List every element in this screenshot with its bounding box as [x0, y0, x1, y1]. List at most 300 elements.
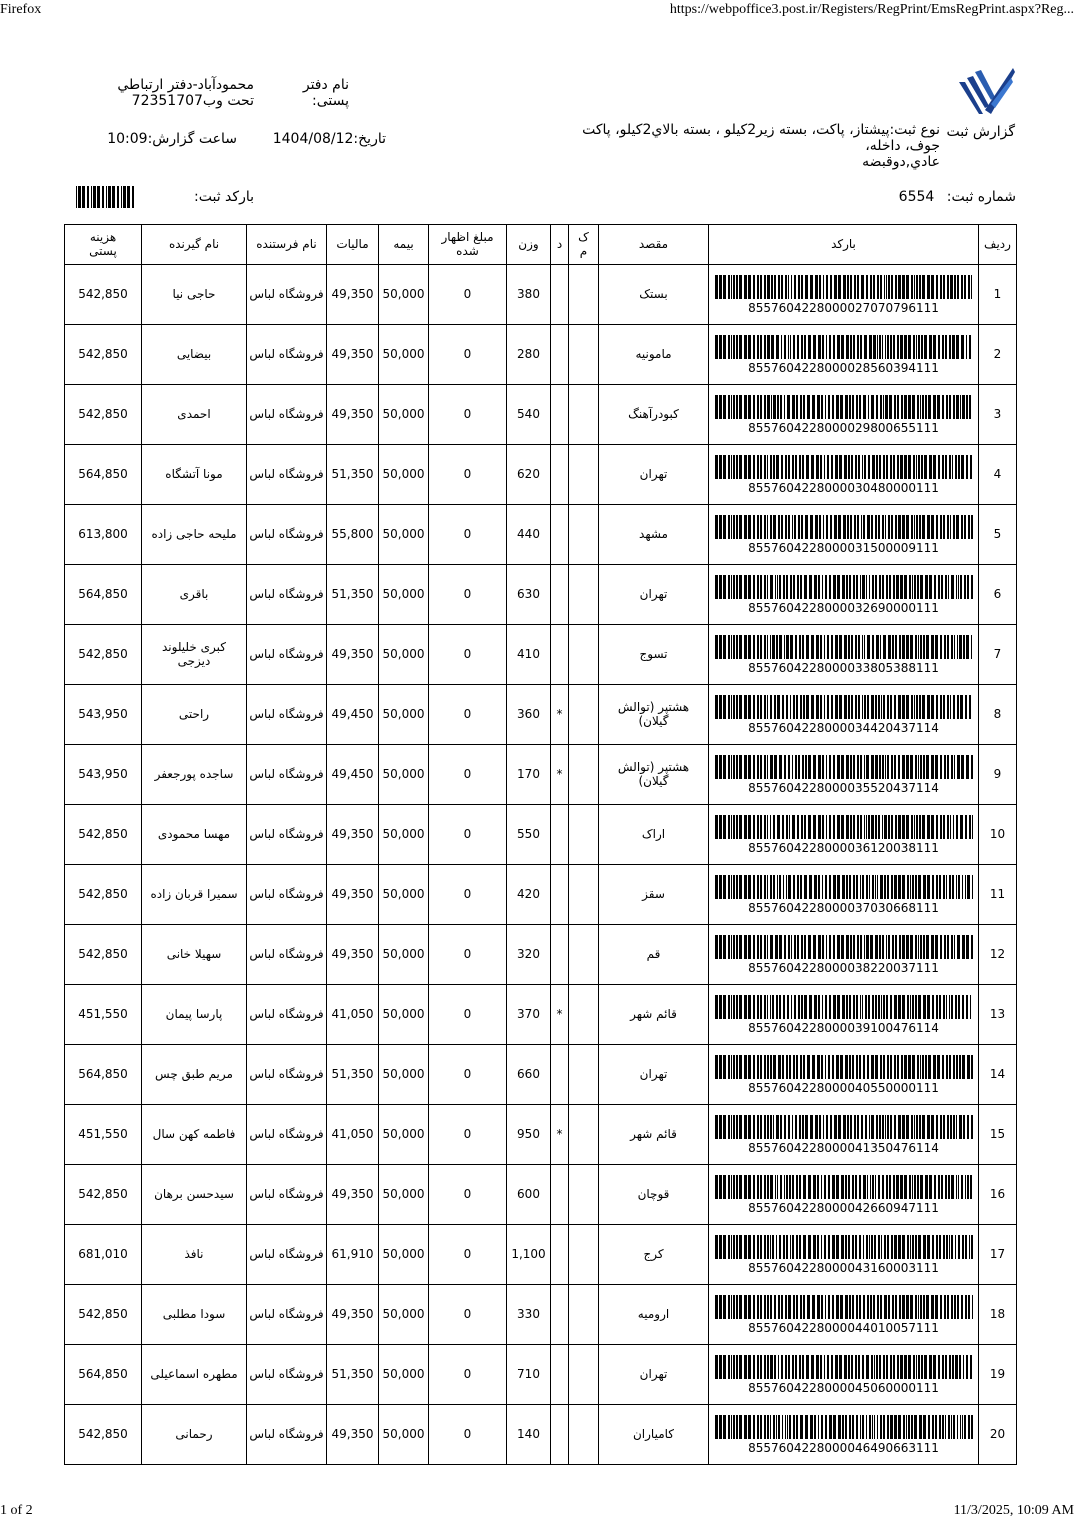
cell-cost: 542,850 [65, 925, 142, 985]
cell-km [569, 865, 599, 925]
cell-barcode [709, 745, 979, 805]
header-declared [429, 225, 507, 265]
cell-declared: 0 [429, 805, 507, 865]
barcode-icon [715, 935, 973, 959]
cell-weight: 320 [507, 925, 551, 985]
cell-barcode [709, 625, 979, 685]
cell-recipient: رحمانی [142, 1405, 247, 1465]
cell-recipient: ساجده پورجعفر [142, 745, 247, 805]
barcode-number: 8557604228000035520437114 [748, 781, 939, 796]
cell-sender: فروشگاه لباس [247, 865, 327, 925]
cell-row-number: 15 [979, 1105, 1017, 1165]
cell-destination: قائم شهر [599, 1105, 709, 1165]
cell-d [551, 325, 569, 385]
cell-barcode [709, 505, 979, 565]
cell-km [569, 1105, 599, 1165]
cell-row-number: 6 [979, 565, 1017, 625]
cell-insurance: 50,000 [379, 565, 429, 625]
cell-tax: 49,350 [327, 1285, 379, 1345]
cell-row-number: 13 [979, 985, 1017, 1045]
report-time [107, 131, 237, 147]
table-row [65, 925, 1017, 985]
header-cost [65, 225, 142, 265]
cell-insurance: 50,000 [379, 685, 429, 745]
cell-insurance: 50,000 [379, 1045, 429, 1105]
barcode-icon [715, 1295, 973, 1319]
barcode-number: 8557604228000044010057111 [748, 1321, 939, 1336]
cell-cost: 564,850 [65, 445, 142, 505]
register-barcode-icon [76, 186, 134, 208]
cell-destination: کامیاران [599, 1405, 709, 1465]
cell-d [551, 1165, 569, 1225]
cell-destination: سقز [599, 865, 709, 925]
cell-cost: 543,950 [65, 745, 142, 805]
cell-tax: 49,350 [327, 1165, 379, 1225]
cell-declared: 0 [429, 265, 507, 325]
header-km-line1: ک [578, 230, 589, 245]
cell-weight: 360 [507, 685, 551, 745]
header-recipient: نام گیرنده [142, 225, 247, 265]
header-row-number: ردیف [979, 225, 1017, 265]
cell-cost: 542,850 [65, 1405, 142, 1465]
cell-sender: فروشگاه لباس [247, 1345, 327, 1405]
cell-sender: فروشگاه لباس [247, 925, 327, 985]
cell-km [569, 385, 599, 445]
cell-insurance: 50,000 [379, 445, 429, 505]
cell-destination: قائم شهر [599, 985, 709, 1045]
cell-d [551, 265, 569, 325]
header-destination: مقصد [599, 225, 709, 265]
cell-weight: 370 [507, 985, 551, 1045]
cell-row-number: 1 [979, 265, 1017, 325]
cell-recipient: مهسا محمودی [142, 805, 247, 865]
page-url: https://webpoffice3.post.ir/Registers/RegPrint/EmsRegPrint.aspx?Reg... [669, 2, 1074, 17]
cell-tax: 51,350 [327, 565, 379, 625]
register-number-label: شماره ثبت: [946, 189, 1016, 205]
register-number-value: 6554 [898, 189, 935, 205]
cell-declared: 0 [429, 745, 507, 805]
barcode-icon [715, 275, 973, 299]
cell-insurance: 50,000 [379, 1345, 429, 1405]
cell-sender: فروشگاه لباس [247, 985, 327, 1045]
cell-tax: 49,350 [327, 805, 379, 865]
cell-insurance: 50,000 [379, 1285, 429, 1345]
cell-recipient: بیضایی [142, 325, 247, 385]
cell-barcode [709, 685, 979, 745]
cell-row-number: 4 [979, 445, 1017, 505]
barcode-icon [715, 1355, 973, 1379]
cell-weight: 600 [507, 1165, 551, 1225]
cell-tax: 49,350 [327, 385, 379, 445]
cell-destination: کبودرآهنگ [599, 385, 709, 445]
header-declared-line2: شده [456, 243, 479, 258]
cell-recipient: پارسا پیمان [142, 985, 247, 1045]
cell-tax: 51,350 [327, 1045, 379, 1105]
time-value: 10:09 [107, 131, 148, 147]
cell-km [569, 625, 599, 685]
cell-row-number: 7 [979, 625, 1017, 685]
header-km [569, 225, 599, 265]
cell-destination: تسوج [599, 625, 709, 685]
cell-barcode [709, 265, 979, 325]
cell-destination: مشهد [599, 505, 709, 565]
barcode-number: 8557604228000041350476114 [748, 1141, 939, 1156]
cell-destination: تهران [599, 1045, 709, 1105]
cell-declared: 0 [429, 1285, 507, 1345]
table-body [65, 265, 1017, 1465]
cell-recipient: ملیحه حاجی زاده [142, 505, 247, 565]
register-type-label: نوع ثبت: [889, 122, 940, 138]
cell-weight: 410 [507, 625, 551, 685]
cell-d [551, 505, 569, 565]
cell-declared: 0 [429, 1405, 507, 1465]
cell-sender: فروشگاه لباس [247, 1045, 327, 1105]
cell-row-number: 18 [979, 1285, 1017, 1345]
cell-barcode [709, 985, 979, 1045]
table-row [65, 445, 1017, 505]
cell-row-number: 10 [979, 805, 1017, 865]
cell-declared: 0 [429, 1045, 507, 1105]
barcode-number: 8557604228000046490663111 [748, 1441, 939, 1456]
register-number [899, 189, 1016, 205]
cell-declared: 0 [429, 985, 507, 1045]
barcode-icon [715, 755, 973, 779]
cell-recipient: راحتی [142, 685, 247, 745]
cell-destination: تهران [599, 565, 709, 625]
cell-tax: 49,350 [327, 865, 379, 925]
barcode-number: 8557604228000042660947111 [748, 1201, 939, 1216]
cell-weight: 380 [507, 265, 551, 325]
cell-weight: 620 [507, 445, 551, 505]
cell-km [569, 1045, 599, 1105]
cell-insurance: 50,000 [379, 985, 429, 1045]
barcode-number: 8557604228000028560394111 [748, 361, 939, 376]
cell-km [569, 265, 599, 325]
barcode-icon [715, 635, 973, 659]
cell-declared: 0 [429, 445, 507, 505]
cell-barcode [709, 1045, 979, 1105]
barcode-number: 8557604228000033805388111 [748, 661, 939, 676]
barcode-icon [715, 1235, 973, 1259]
cell-weight: 660 [507, 1045, 551, 1105]
header-cost-line1: هزینه [89, 230, 117, 245]
cell-insurance: 50,000 [379, 925, 429, 985]
office-name-line1: محمودآباد-دفتر ارتباطي [117, 77, 254, 93]
cell-sender: فروشگاه لباس [247, 445, 327, 505]
cell-cost: 564,850 [65, 565, 142, 625]
cell-cost: 542,850 [65, 625, 142, 685]
header-insurance: بیمه [379, 225, 429, 265]
cell-recipient: مطهره اسماعیلی [142, 1345, 247, 1405]
cell-sender: فروشگاه لباس [247, 565, 327, 625]
cell-destination: هشتپر (توالش گیلان) [599, 745, 709, 805]
table-row [65, 985, 1017, 1045]
cell-destination: قوچان [599, 1165, 709, 1225]
cell-weight: 630 [507, 565, 551, 625]
barcode-icon [715, 455, 973, 479]
cell-cost: 564,850 [65, 1045, 142, 1105]
table-row [65, 505, 1017, 565]
date-label: تاریخ: [353, 131, 386, 147]
date-value: 1404/08/12 [272, 131, 354, 147]
cell-sender: فروشگاه لباس [247, 1285, 327, 1345]
cell-sender: فروشگاه لباس [247, 325, 327, 385]
cell-row-number: 20 [979, 1405, 1017, 1465]
cell-barcode [709, 1345, 979, 1405]
cell-recipient: باقری [142, 565, 247, 625]
cell-insurance: 50,000 [379, 385, 429, 445]
cell-cost: 613,800 [65, 505, 142, 565]
cell-d [551, 865, 569, 925]
cell-d [551, 1045, 569, 1105]
cell-barcode [709, 925, 979, 985]
cell-insurance: 50,000 [379, 505, 429, 565]
cell-row-number: 19 [979, 1345, 1017, 1405]
cell-weight: 710 [507, 1345, 551, 1405]
cell-sender: فروشگاه لباس [247, 1405, 327, 1465]
cell-tax: 51,350 [327, 1345, 379, 1405]
cell-weight: 950 [507, 1105, 551, 1165]
barcode-number: 8557604228000036120038111 [748, 841, 939, 856]
cell-sender: فروشگاه لباس [247, 265, 327, 325]
table-row [65, 1405, 1017, 1465]
barcode-number: 8557604228000038220037111 [748, 961, 939, 976]
cell-insurance: 50,000 [379, 865, 429, 925]
register-type [580, 122, 940, 170]
cell-barcode [709, 805, 979, 865]
table-row [65, 1345, 1017, 1405]
cell-tax: 49,350 [327, 925, 379, 985]
cell-cost: 543,950 [65, 685, 142, 745]
cell-recipient: نافذ [142, 1225, 247, 1285]
cell-sender: فروشگاه لباس [247, 385, 327, 445]
cell-row-number: 12 [979, 925, 1017, 985]
cell-d [551, 385, 569, 445]
cell-km [569, 325, 599, 385]
barcode-number: 8557604228000029800655111 [748, 421, 939, 436]
cell-row-number: 8 [979, 685, 1017, 745]
cell-sender: فروشگاه لباس [247, 745, 327, 805]
cell-weight: 440 [507, 505, 551, 565]
cell-insurance: 50,000 [379, 805, 429, 865]
cell-cost: 564,850 [65, 1345, 142, 1405]
cell-km [569, 1225, 599, 1285]
cell-d [551, 445, 569, 505]
cell-km [569, 1285, 599, 1345]
cell-sender: فروشگاه لباس [247, 1225, 327, 1285]
cell-row-number: 17 [979, 1225, 1017, 1285]
cell-row-number: 11 [979, 865, 1017, 925]
register-table [64, 224, 1017, 1465]
cell-cost: 542,850 [65, 1285, 142, 1345]
barcode-icon [715, 335, 973, 359]
barcode-number: 8557604228000031500009111 [748, 541, 939, 556]
cell-recipient: سهیلا خانی [142, 925, 247, 985]
cell-declared: 0 [429, 565, 507, 625]
cell-barcode [709, 1405, 979, 1465]
cell-weight: 140 [507, 1405, 551, 1465]
cell-km [569, 1405, 599, 1465]
cell-km [569, 445, 599, 505]
cell-insurance: 50,000 [379, 625, 429, 685]
cell-cost: 542,850 [65, 325, 142, 385]
table-row [65, 385, 1017, 445]
cell-destination: کرج [599, 1225, 709, 1285]
cell-tax: 49,350 [327, 265, 379, 325]
cell-cost: 451,550 [65, 1105, 142, 1165]
page-indicator: 1 of 2 [0, 1503, 33, 1518]
cell-declared: 0 [429, 925, 507, 985]
cell-weight: 540 [507, 385, 551, 445]
cell-insurance: 50,000 [379, 325, 429, 385]
cell-cost: 542,850 [65, 805, 142, 865]
cell-insurance: 50,000 [379, 265, 429, 325]
cell-recipient: مریم طبق چس [142, 1045, 247, 1105]
cell-recipient: مونا آتشگاه [142, 445, 247, 505]
register-barcode-label: بارکد ثبت: [194, 189, 254, 205]
cell-tax: 41,050 [327, 1105, 379, 1165]
cell-weight: 330 [507, 1285, 551, 1345]
table-row [65, 1045, 1017, 1105]
register-type-line2: عادي,دوقبضه [862, 154, 940, 171]
cell-destination: ارومیه [599, 1285, 709, 1345]
cell-row-number: 2 [979, 325, 1017, 385]
office-label [303, 77, 349, 109]
table-row [65, 745, 1017, 805]
barcode-icon [715, 1055, 973, 1079]
office-label-line2: پستی: [312, 93, 349, 110]
cell-declared: 0 [429, 1165, 507, 1225]
cell-destination: هشتپر (توالش گیلان) [599, 685, 709, 745]
barcode-icon [715, 1115, 973, 1139]
cell-d [551, 1345, 569, 1405]
office-label-line1: نام دفتر [302, 77, 349, 93]
print-datetime: 11/3/2025, 10:09 AM [953, 1503, 1074, 1518]
cell-d: * [551, 745, 569, 805]
barcode-icon [715, 995, 973, 1019]
header-weight: وزن [507, 225, 551, 265]
cell-tax: 49,350 [327, 625, 379, 685]
cell-recipient: کبری خلیلوند دیزجی [142, 625, 247, 685]
cell-declared: 0 [429, 865, 507, 925]
cell-weight: 280 [507, 325, 551, 385]
table-row [65, 265, 1017, 325]
cell-barcode [709, 1165, 979, 1225]
cell-km [569, 685, 599, 745]
table-row [65, 1225, 1017, 1285]
cell-declared: 0 [429, 625, 507, 685]
cell-d: * [551, 685, 569, 745]
cell-recipient: احمدی [142, 385, 247, 445]
barcode-icon [715, 815, 973, 839]
cell-tax: 49,350 [327, 1405, 379, 1465]
cell-km [569, 925, 599, 985]
office-name [117, 77, 254, 109]
cell-declared: 0 [429, 1225, 507, 1285]
table-row [65, 565, 1017, 625]
header-declared-line1: مبلغ اظهار [441, 230, 494, 245]
cell-km [569, 1165, 599, 1225]
cell-sender: فروشگاه لباس [247, 505, 327, 565]
cell-declared: 0 [429, 325, 507, 385]
cell-km [569, 805, 599, 865]
barcode-number: 8557604228000043160003111 [748, 1261, 939, 1276]
table-row [65, 865, 1017, 925]
barcode-icon [715, 395, 973, 419]
header-cost-line2: پستی [89, 243, 117, 258]
cell-tax: 55,800 [327, 505, 379, 565]
cell-tax: 61,910 [327, 1225, 379, 1285]
barcode-icon [715, 875, 973, 899]
cell-barcode [709, 1105, 979, 1165]
cell-destination: بستک [599, 265, 709, 325]
cell-cost: 451,550 [65, 985, 142, 1045]
cell-insurance: 50,000 [379, 1405, 429, 1465]
cell-barcode [709, 565, 979, 625]
cell-barcode [709, 445, 979, 505]
cell-sender: فروشگاه لباس [247, 1105, 327, 1165]
cell-d [551, 1285, 569, 1345]
cell-cost: 681,010 [65, 1225, 142, 1285]
barcode-icon [715, 1415, 973, 1439]
cell-recipient: فاطمه کهن سال [142, 1105, 247, 1165]
table-row [65, 325, 1017, 385]
cell-recipient: سودا مطلبی [142, 1285, 247, 1345]
cell-weight: 550 [507, 805, 551, 865]
cell-row-number: 9 [979, 745, 1017, 805]
table-row [65, 685, 1017, 745]
barcode-number: 8557604228000030480000111 [748, 481, 939, 496]
cell-cost: 542,850 [65, 265, 142, 325]
cell-row-number: 14 [979, 1045, 1017, 1105]
barcode-number: 8557604228000027070796111 [748, 301, 939, 316]
table-row [65, 625, 1017, 685]
cell-declared: 0 [429, 505, 507, 565]
header-km-line2: م [579, 243, 588, 258]
barcode-number: 8557604228000037030668111 [748, 901, 939, 916]
cell-weight: 170 [507, 745, 551, 805]
cell-weight: 1,100 [507, 1225, 551, 1285]
table-header-row [65, 225, 1017, 265]
time-label: ساعت گزارش: [147, 131, 237, 147]
cell-d [551, 1225, 569, 1285]
barcode-number: 8557604228000032690000111 [748, 601, 939, 616]
cell-recipient: سمیرا قربان زاده [142, 865, 247, 925]
cell-km [569, 505, 599, 565]
cell-barcode [709, 1225, 979, 1285]
cell-cost: 542,850 [65, 385, 142, 445]
cell-sender: فروشگاه لباس [247, 1165, 327, 1225]
post-logo-icon [955, 64, 1017, 120]
cell-tax: 49,450 [327, 745, 379, 805]
barcode-icon [715, 575, 973, 599]
cell-tax: 41,050 [327, 985, 379, 1045]
header-tax: مالیات [327, 225, 379, 265]
barcode-icon [715, 515, 973, 539]
header-d: د [551, 225, 569, 265]
barcode-number: 8557604228000034420437114 [748, 721, 939, 736]
cell-insurance: 50,000 [379, 1165, 429, 1225]
report-title: گزارش ثبت [946, 124, 1015, 140]
cell-sender: فروشگاه لباس [247, 625, 327, 685]
cell-row-number: 16 [979, 1165, 1017, 1225]
cell-d [551, 925, 569, 985]
cell-d [551, 565, 569, 625]
header-barcode: بارکد [709, 225, 979, 265]
register-type-line1: پیشتاز، پاکت، بسته زیر2کیلو ، بسته بالاي2کیلو، پاکت جوف، داخله، [582, 122, 940, 155]
table-row [65, 1285, 1017, 1345]
table-row [65, 805, 1017, 865]
